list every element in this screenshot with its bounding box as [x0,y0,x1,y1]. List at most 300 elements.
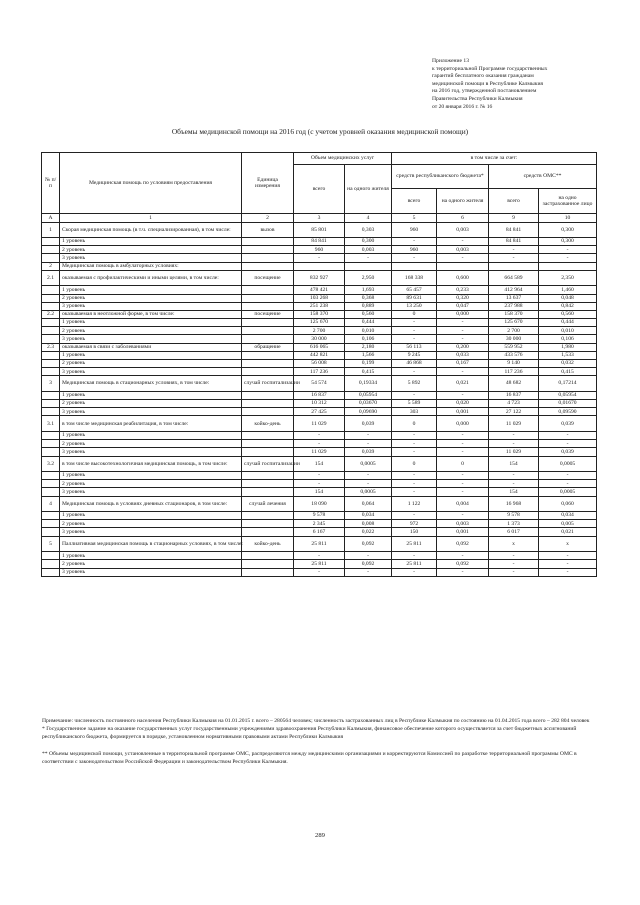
page-number: 289 [315,832,325,839]
value-total: 9 578 [294,512,345,520]
oms-per-insured: - [539,480,597,488]
oms-total: 4 723 [489,400,539,408]
budget-per-resident: - [437,440,489,448]
budget-per-resident: - [437,448,489,456]
oms-per-insured: 0,010 [539,327,597,335]
row-unit [242,448,294,456]
oms-total: 27 122 [489,408,539,416]
row-unit [242,488,294,496]
table-row [42,431,597,439]
budget-per-resident: 0,047 [437,302,489,310]
row-unit [242,286,294,294]
budget-total: - [392,552,437,560]
value-per-resident: 0,034 [345,512,392,520]
budget-total: 303 [392,408,437,416]
table-row [42,408,597,416]
row-unit [242,391,294,399]
value-per-resident: 0,008 [345,520,392,528]
row-unit [242,360,294,368]
value-total: 2 700 [294,327,345,335]
row-care-type: 1 уровень [60,319,242,327]
oms-total: 433 576 [489,351,539,359]
value-per-resident: 0,300 [345,238,392,246]
budget-total: 5 589 [392,400,437,408]
oms-per-insured [539,262,597,270]
value-total: 54 574 [294,376,345,392]
row-number: 2.1 [42,270,60,286]
row-care-type: 2 уровень [60,520,242,528]
table-row [42,286,597,294]
value-per-resident: 0,039 [345,448,392,456]
row-number [42,254,60,262]
value-total: - [294,568,345,576]
row-unit [242,520,294,528]
column-index-cell: 6 [437,214,489,223]
budget-total: 168 338 [392,270,437,286]
oms-per-insured: - [539,560,597,568]
row-number [42,512,60,520]
row-number: 1 [42,222,60,238]
value-per-resident: 0,444 [345,319,392,327]
row-care-type: Медицинская помощь в стационарных условиях, в том числе: [60,376,242,392]
value-total: - [294,254,345,262]
value-per-resident: - [345,552,392,560]
value-per-resident: 1,566 [345,351,392,359]
table-row [42,376,597,392]
budget-total: 25 811 [392,536,437,552]
row-unit [242,319,294,327]
oms-total: х [489,536,539,552]
table-row [42,343,597,351]
value-per-resident: 2,180 [345,343,392,351]
budget-per-resident: - [437,327,489,335]
header-budget-per-resident: на одного жителя [437,189,489,214]
row-unit [242,246,294,254]
row-care-type: 2 уровень [60,360,242,368]
table-row [42,456,597,472]
value-total: 85 801 [294,222,345,238]
value-total: 11 029 [294,448,345,456]
row-number: 2 [42,262,60,270]
budget-total: - [392,512,437,520]
row-unit [242,327,294,335]
row-number [42,327,60,335]
note-budget: * Государственное задание на оказание государственных услуг государственными учреждениями здравоохранения Республики Калмыкия, финансовое обеспечение которого осуществляется за счет бюджетных ассигнований республиканского бюджета, формируется в порядке, установленном нормативными правовыми актами Республики Калмыкия [42,726,577,740]
value-total: 832 927 [294,270,345,286]
value-per-resident: 0,0005 [345,488,392,496]
row-care-type: 3 уровень [60,335,242,343]
budget-total: - [392,327,437,335]
value-total: 18 090 [294,496,345,512]
row-care-type: 3 уровень [60,488,242,496]
value-total: 27 425 [294,408,345,416]
row-care-type: оказываемая в неотложной форме, в том числе: [60,310,242,318]
row-unit: посещение [242,310,294,318]
value-total: 25 811 [294,536,345,552]
row-number: 3.1 [42,416,60,432]
column-index-cell: 2 [242,214,294,223]
table-row [42,416,597,432]
budget-total: - [392,480,437,488]
budget-per-resident: 0,092 [437,560,489,568]
budget-per-resident: 0,004 [437,496,489,512]
appendix-line: на 2016 год, утвержденной постановлением [432,88,537,95]
value-per-resident: 0,092 [345,536,392,552]
row-number [42,400,60,408]
row-number: 2.2 [42,310,60,318]
budget-per-resident: 0,003 [437,222,489,238]
table-row [42,368,597,376]
row-care-type: 2 уровень [60,480,242,488]
row-number: 3.2 [42,456,60,472]
row-number [42,552,60,560]
row-unit [242,512,294,520]
oms-per-insured: - [539,440,597,448]
budget-per-resident: - [437,512,489,520]
budget-total: 0 [392,310,437,318]
row-care-type: 1 уровень [60,286,242,294]
oms-per-insured: 0,034 [539,512,597,520]
budget-total: - [392,488,437,496]
row-unit [242,368,294,376]
table-row [42,335,597,343]
value-per-resident: 1,693 [345,286,392,294]
oms-per-insured: 1,460 [539,286,597,294]
column-index-cell: 5 [392,214,437,223]
table-row [42,512,597,520]
budget-total: - [392,391,437,399]
budget-total: 46 868 [392,360,437,368]
value-per-resident: 0,010 [345,327,392,335]
row-number [42,246,60,254]
oms-total: - [489,480,539,488]
budget-per-resident: 0,003 [437,246,489,254]
table-row [42,294,597,302]
value-per-resident: 0,199 [345,360,392,368]
oms-total: 1 373 [489,520,539,528]
oms-total: 154 [489,488,539,496]
value-per-resident: - [345,431,392,439]
column-index-cell: 3 [294,214,345,223]
oms-per-insured: 0,415 [539,368,597,376]
value-per-resident: 0,05954 [345,391,392,399]
budget-total: 1 122 [392,496,437,512]
oms-per-insured: 2,350 [539,270,597,286]
row-unit: обращение [242,343,294,351]
value-per-resident: 0,03670 [345,400,392,408]
budget-total: - [392,319,437,327]
value-total: 103 268 [294,294,345,302]
value-total: - [294,480,345,488]
oms-per-insured: 0,060 [539,496,597,512]
value-total: 117 236 [294,368,345,376]
table-row [42,327,597,335]
row-care-type: в том числе медицинская реабилитация, в том числе: [60,416,242,432]
medical-volume-table [41,152,597,577]
row-care-type: 3 уровень [60,368,242,376]
oms-total: 2 700 [489,327,539,335]
budget-total: 0 [392,416,437,432]
table-row [42,222,597,238]
oms-per-insured: 0,039 [539,448,597,456]
row-number [42,368,60,376]
oms-total: 412 964 [489,286,539,294]
row-unit [242,472,294,480]
value-per-resident: 0,064 [345,496,392,512]
row-unit: койко-день [242,416,294,432]
budget-per-resident: - [437,431,489,439]
oms-per-insured: 0,300 [539,238,597,246]
oms-total: 11 029 [489,448,539,456]
header-num: № п/п [42,153,60,214]
row-unit [242,400,294,408]
oms-total: - [489,560,539,568]
budget-total: - [392,448,437,456]
appendix-line: к территориальной Программе государственных [432,65,548,72]
budget-total: - [392,254,437,262]
budget-per-resident: 0,233 [437,286,489,294]
column-index-cell: 9 [489,214,539,223]
row-care-type: Медицинская помощь в амбулаторных условиях: [60,262,242,270]
row-care-type: 3 уровень [60,302,242,310]
table-row [42,391,597,399]
oms-per-insured: - [539,568,597,576]
budget-total: 89 631 [392,294,437,302]
budget-per-resident: 0,021 [437,376,489,392]
table-row [42,568,597,576]
oms-total: 6 017 [489,528,539,536]
row-number [42,448,60,456]
appendix-line: от 20 января 2016 г. № 16 [432,103,493,110]
budget-per-resident: 0,000 [437,416,489,432]
column-index-cell: А [42,214,60,223]
row-care-type: 3 уровень [60,448,242,456]
value-total: - [294,472,345,480]
row-unit: вызов [242,222,294,238]
row-unit: посещение [242,270,294,286]
row-care-type: 2 уровень [60,294,242,302]
table-row [42,310,597,318]
value-per-resident: 0,003 [345,246,392,254]
oms-per-insured: - [539,472,597,480]
value-per-resident: 0,303 [345,222,392,238]
oms-total: 9 140 [489,360,539,368]
value-per-resident: 2,950 [345,270,392,286]
table-row [42,496,597,512]
budget-total: 25 811 [392,560,437,568]
oms-total: 48 682 [489,376,539,392]
budget-per-resident: - [437,488,489,496]
value-per-resident: 0,889 [345,302,392,310]
row-number [42,294,60,302]
row-number [42,480,60,488]
row-care-type: 2 уровень [60,327,242,335]
appendix-line: гарантий бесплатного оказания гражданам [432,73,534,80]
row-number: 2.3 [42,343,60,351]
value-per-resident: 0,368 [345,294,392,302]
budget-per-resident: 0,003 [437,520,489,528]
oms-per-insured: 0,0005 [539,488,597,496]
oms-per-insured: 0,300 [539,222,597,238]
oms-per-insured: - [539,254,597,262]
value-total: 442 821 [294,351,345,359]
value-per-resident: - [345,480,392,488]
header-incl: в том числе за счет: [392,153,597,165]
value-total: 25 811 [294,560,345,568]
row-unit [242,294,294,302]
table-row [42,262,597,270]
row-unit [242,552,294,560]
budget-total: 9 245 [392,351,437,359]
row-number [42,431,60,439]
header-volume-total: всего [294,165,345,214]
header-oms: средств ОМС** [489,165,597,189]
oms-per-insured: 0,039 [539,416,597,432]
budget-per-resident: - [437,238,489,246]
value-total: - [294,552,345,560]
row-number [42,568,60,576]
row-unit [242,335,294,343]
oms-total: 125 670 [489,319,539,327]
table-row [42,448,597,456]
oms-per-insured: 0,09590 [539,408,597,416]
oms-total: - [489,246,539,254]
oms-total: 154 [489,456,539,472]
row-number [42,302,60,310]
row-care-type: 2 уровень [60,246,242,254]
document-title: Объемы медицинской помощи на 2016 год (с учетом уровней оказания медицинской помощи) [171,127,469,136]
oms-per-insured: 0,842 [539,302,597,310]
budget-per-resident: 0 [437,456,489,472]
row-number: 3 [42,376,60,392]
oms-per-insured: - [539,246,597,254]
appendix-line: Правительства Республики Калмыкия [432,95,523,102]
row-number [42,440,60,448]
row-number [42,360,60,368]
header-unit: Единица измерения [242,153,294,214]
appendix-line: медицинской помощи в Республике Калмыкия [432,80,544,87]
budget-total: - [392,368,437,376]
value-per-resident: 0,039 [345,416,392,432]
row-number: 4 [42,496,60,512]
row-care-type: 1 уровень [60,472,242,480]
table-row [42,440,597,448]
row-care-type: Паллиативная медицинская помощь в стационарных условиях, в том числе: [60,536,242,552]
oms-per-insured: 0,106 [539,335,597,343]
oms-per-insured: 0,048 [539,294,597,302]
value-total: 616 065 [294,343,345,351]
row-unit [242,431,294,439]
row-care-type: Скорая медицинская помощь (в т.ч. специализированная), в том числе: [60,222,242,238]
oms-per-insured: 0,05954 [539,391,597,399]
oms-total: - [489,431,539,439]
oms-total: - [489,254,539,262]
budget-total: 65 457 [392,286,437,294]
table-row [42,254,597,262]
value-per-resident: - [345,568,392,576]
value-per-resident: 0,092 [345,560,392,568]
row-care-type: 1 уровень [60,552,242,560]
value-total: 16 837 [294,391,345,399]
budget-per-resident: 0,020 [437,400,489,408]
oms-total: 16 837 [489,391,539,399]
value-per-resident: - [345,472,392,480]
row-care-type: 3 уровень [60,568,242,576]
value-total: 2 345 [294,520,345,528]
row-number [42,560,60,568]
row-number [42,528,60,536]
note-population: Примечание: численность постоянного населения Республики Калмыкия на 01.01.2015 г. всего – 280564 человек; численность застрахованных лиц в Республике Калмыкия по состоянию на 01.04.2015 года всего – 282 804 человек [42,718,590,724]
table-row [42,351,597,359]
budget-total: - [392,238,437,246]
table-row [42,488,597,496]
value-total: 478 421 [294,286,345,294]
value-per-resident: 0,415 [345,368,392,376]
oms-per-insured: - [539,431,597,439]
row-care-type: 3 уровень [60,528,242,536]
oms-total: 158 370 [489,310,539,318]
row-number [42,391,60,399]
budget-total: 5 892 [392,376,437,392]
value-per-resident: 0,0005 [345,456,392,472]
header-budget-total: всего [392,189,437,214]
budget-total: 150 [392,528,437,536]
oms-per-insured: 0,01670 [539,400,597,408]
value-total [294,262,345,270]
oms-per-insured: 1,533 [539,351,597,359]
note-oms: ** Объемы медицинской помощи, установленные в территориальной программе ОМС, распределяются между медицинскими организациями и корректируются Комиссией по разработке территориальной программы ОМС в соответствии с законодательством Российской Федерации и законодательством Республики Калмыкия. [42,751,577,765]
row-care-type: в том числе высокотехнологичная медицинская помощь, в том числе: [60,456,242,472]
row-care-type: Медицинская помощь в условиях дневных стационаров, в том числе: [60,496,242,512]
budget-per-resident: 0,000 [437,310,489,318]
row-care-type: 1 уровень [60,391,242,399]
column-index-cell: 4 [345,214,392,223]
row-unit [242,238,294,246]
value-per-resident [345,262,392,270]
budget-per-resident: - [437,568,489,576]
row-number [42,351,60,359]
row-number [42,520,60,528]
appendix-note [432,58,622,111]
value-per-resident: 0,09690 [345,408,392,416]
row-unit [242,528,294,536]
oms-total: - [489,472,539,480]
budget-per-resident: 0,033 [437,351,489,359]
table-row [42,520,597,528]
value-total: 960 [294,246,345,254]
row-care-type: 3 уровень [60,254,242,262]
row-unit [242,568,294,576]
row-care-type: оказываемая с профилактическими и иными целями, в том числе: [60,270,242,286]
row-unit: случай госпитализации [242,376,294,392]
row-number [42,319,60,327]
oms-total: - [489,568,539,576]
budget-per-resident: 0,600 [437,270,489,286]
value-total: 10 312 [294,400,345,408]
budget-per-resident: - [437,552,489,560]
row-unit: койко-день [242,536,294,552]
oms-per-insured: х [539,536,597,552]
budget-total: 56 113 [392,343,437,351]
row-unit [242,254,294,262]
column-index-cell: 1 [60,214,242,223]
budget-total: 13 250 [392,302,437,310]
budget-per-resident: - [437,391,489,399]
row-care-type: 1 уровень [60,351,242,359]
table-row [42,270,597,286]
table-row [42,238,597,246]
header-oms-per-insured: на одно застрахованное лицо [539,189,597,214]
